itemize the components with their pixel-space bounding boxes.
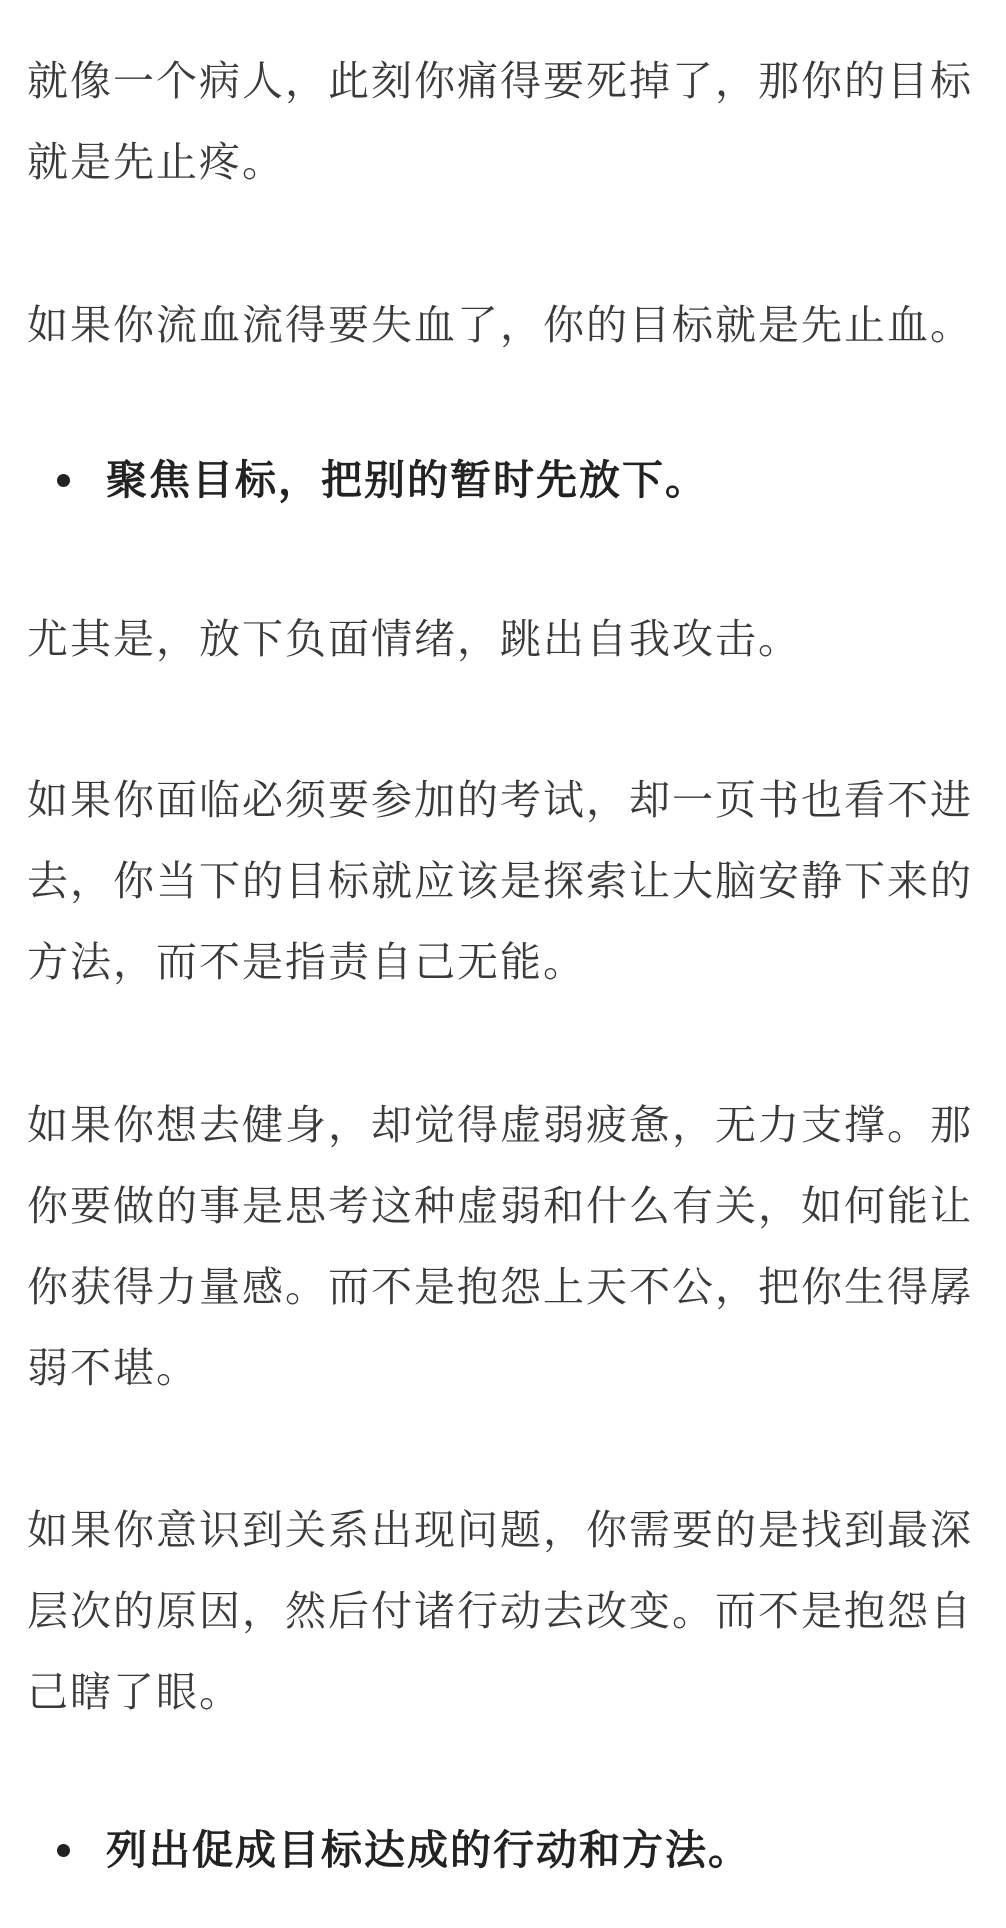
paragraph: 如果你想去健身，却觉得虚弱疲惫，无力支撑。那你要做的事是思考这种虚弱和什么有关，如何能让你获得力量感。而不是抱怨上天不公，把你生得孱弱不堪。: [27, 1101, 973, 1392]
paragraph: 如果你流血流得要失血了，你的目标就是先止血。: [27, 301, 973, 349]
paragraph: 如果你面临必须要参加的考试，却一页书也看不进去，你当下的目标就应该是探索让大脑安静下来的方法，而不是指责自己无能。: [27, 776, 973, 986]
bullet-dot-icon: [57, 474, 70, 487]
paragraph: 尤其是，放下负面情绪，跳出自我攻击。: [27, 615, 801, 663]
paragraph: 就像一个病人，此刻你痛得要死掉了，那你的目标就是先止疼。: [27, 57, 973, 186]
bullet-dot-icon: [57, 1844, 70, 1857]
bullet-item: [27, 1810, 982, 1891]
paragraph: 如果你意识到关系出现问题，你需要的是找到最深层次的原因，然后付诸行动去改变。而不是抱怨自己瞎了眼。: [27, 1506, 973, 1716]
bullet-label: 聚焦目标，把别的暂时先放下。: [106, 456, 708, 504]
bullet-label: 列出促成目标达成的行动和方法。: [106, 1826, 751, 1874]
bullet-item: [27, 440, 982, 521]
